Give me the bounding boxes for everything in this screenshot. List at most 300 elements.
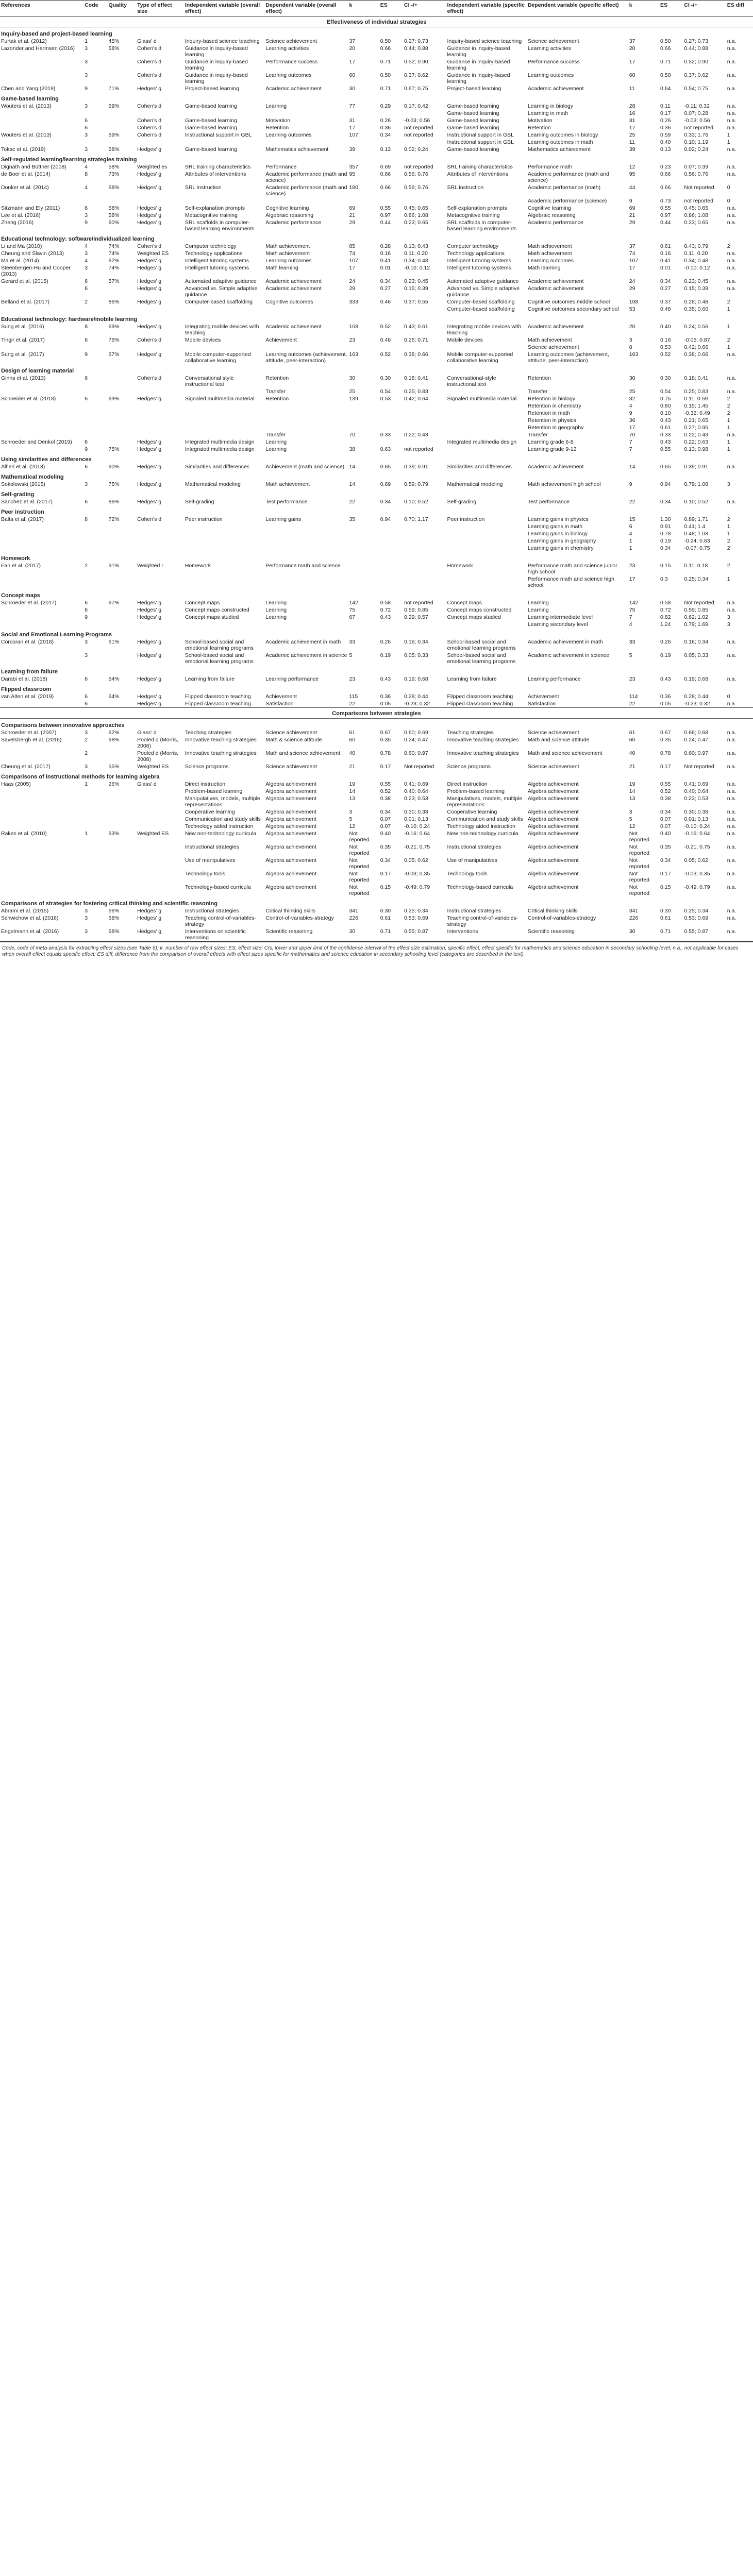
- table-cell: n.a.: [727, 816, 737, 822]
- table-cell: Guidance in inquiry-based learning: [447, 72, 510, 84]
- table-cell: [0, 808, 83, 816]
- table-cell: 0.86; 1.08: [684, 212, 709, 218]
- table-cell: [403, 621, 446, 628]
- table-cell: Self-grading: [447, 499, 477, 505]
- table-cell: Instructional support in GBL: [447, 132, 514, 138]
- table-row: [0, 621, 753, 628]
- table-cell: Academic performance (math and science): [265, 171, 347, 183]
- table-cell: [83, 843, 107, 857]
- table-cell: [264, 110, 348, 117]
- table-cell: 25: [629, 132, 635, 138]
- section-heading: Educational technology: hardware/mobile learning: [1, 316, 138, 323]
- table-cell: Science achievement: [265, 730, 317, 736]
- table-cell: Hedges' g: [137, 205, 162, 211]
- section-heading: Mathematical modeling: [1, 474, 64, 480]
- table-cell: Learning from failure: [185, 676, 235, 682]
- table-cell: 6: [85, 375, 88, 381]
- table-cell: 0.67: [660, 730, 671, 736]
- table-cell: Weighted ES: [137, 250, 169, 257]
- table-cell: Guidance in inquiry-based learning: [185, 45, 248, 58]
- table-cell: Cohen's d: [137, 132, 162, 138]
- table-cell: Engelmann et al. (2016): [1, 928, 59, 935]
- table-cell: Similarities and differences: [185, 464, 250, 470]
- table-cell: Academic achievement: [265, 86, 322, 92]
- section-heading-row: [0, 153, 753, 163]
- table-cell: Teaching strategies: [447, 730, 494, 736]
- table-row: [0, 306, 753, 313]
- table-cell: n.a.: [727, 59, 737, 65]
- table-cell: 3: [85, 132, 88, 138]
- table-cell: [264, 344, 348, 351]
- table-cell: 0.02; 0.24: [404, 146, 428, 152]
- table-cell: Hedges' g: [137, 146, 162, 152]
- table-cell: Conversational-style instructional text: [447, 375, 496, 387]
- table-cell: 0.24; 0.47: [404, 737, 428, 743]
- table-row: [0, 781, 753, 788]
- table-cell: Homework: [185, 563, 211, 569]
- column-header: Dependent variable (specific effect): [527, 1, 628, 16]
- table-cell: n.a.: [727, 884, 737, 890]
- table-cell: 0.50: [660, 38, 671, 44]
- table-cell: 0.42; 0.64: [404, 396, 428, 402]
- table-cell: 95: [349, 171, 356, 177]
- table-cell: [108, 402, 137, 410]
- table-cell: 44: [629, 184, 635, 191]
- table-cell: [184, 417, 264, 424]
- table-cell: 30: [349, 928, 356, 935]
- table-cell: 64%: [108, 676, 120, 682]
- table-cell: 0.30; 0.38: [684, 809, 709, 815]
- table-cell: Performance math and science junior high school: [527, 563, 617, 575]
- table-cell: Algebra achievement: [265, 857, 316, 863]
- table-cell: 60: [629, 737, 635, 743]
- table-cell: Algebra achievement: [527, 781, 579, 787]
- table-cell: Mathematical modeling: [447, 481, 503, 487]
- table-cell: [108, 139, 137, 146]
- table-cell: Cooperative learning: [447, 809, 497, 815]
- table-cell: -0.24; 0.63: [684, 538, 710, 544]
- table-cell: 0.55: [380, 781, 391, 787]
- table-cell: 17: [629, 125, 635, 131]
- table-cell: 3: [85, 265, 88, 271]
- table-cell: 0.05; 0.62: [404, 857, 428, 863]
- table-cell: 58%: [108, 205, 120, 211]
- table-cell: Game-based learning: [185, 117, 237, 124]
- table-cell: 0.30: [660, 908, 671, 914]
- table-cell: 12: [349, 823, 356, 829]
- table-cell: 0.67: [380, 730, 391, 736]
- table-cell: School-based social and emotional learning programs: [447, 639, 516, 651]
- table-cell: 0.53; 0.69: [404, 915, 428, 921]
- table-cell: 69%: [108, 132, 120, 138]
- table-cell: [379, 537, 403, 545]
- table-cell: Cognitive learning: [527, 205, 571, 211]
- table-cell: Game-based learning: [447, 110, 499, 116]
- table-row: [0, 599, 753, 606]
- table-row: [0, 139, 753, 146]
- table-cell: 23: [349, 337, 356, 343]
- table-cell: [108, 344, 137, 351]
- table-cell: 2: [85, 737, 88, 743]
- table-cell: [136, 388, 184, 395]
- table-cell: 0.43: [380, 676, 391, 682]
- table-cell: 68%: [108, 184, 120, 191]
- table-cell: 6: [629, 523, 632, 530]
- table-cell: n.a.: [727, 375, 737, 381]
- table-cell: [403, 424, 446, 431]
- section-heading: Peer instruction: [1, 509, 44, 515]
- table-cell: [403, 344, 446, 351]
- table-cell: not reported: [404, 125, 433, 131]
- table-cell: [264, 545, 348, 552]
- table-cell: [348, 417, 379, 424]
- table-cell: Hedges' g: [137, 908, 162, 914]
- table-cell: Learning: [527, 607, 549, 613]
- table-row: [0, 103, 753, 110]
- table-cell: 107: [349, 132, 358, 138]
- table-row: [0, 298, 753, 306]
- table-row: [0, 729, 753, 736]
- table-cell: Test performance: [265, 499, 308, 505]
- table-cell: 0.71: [380, 59, 391, 65]
- table-cell: 0.55; 0.87: [404, 928, 428, 935]
- section-heading-row: [0, 470, 753, 481]
- table-cell: Attributes of interventions: [185, 171, 246, 177]
- table-cell: [108, 537, 137, 545]
- table-cell: Learning outcomes: [265, 72, 312, 78]
- table-cell: [0, 857, 83, 870]
- table-cell: 0.58: [380, 600, 391, 606]
- table-cell: Sitzmann and Ely (2011): [1, 205, 60, 211]
- table-cell: Integrated multimedia design: [447, 439, 517, 445]
- table-cell: 6: [85, 499, 88, 505]
- table-cell: n.a.: [727, 928, 737, 935]
- table-cell: 22: [629, 701, 635, 707]
- table-cell: [0, 417, 83, 424]
- table-cell: [379, 575, 403, 589]
- column-header: ES: [659, 1, 683, 16]
- table-cell: n.a.: [727, 164, 737, 170]
- table-cell: [136, 431, 184, 438]
- table-row: [0, 131, 753, 139]
- table-row: [0, 250, 753, 257]
- table-cell: Hedges' g: [137, 499, 162, 505]
- table-cell: -0.23; 0.32: [404, 701, 430, 707]
- table-cell: Instructional support in GBL: [185, 132, 252, 138]
- table-cell: n.a.: [727, 117, 737, 124]
- table-cell: Cohen's d: [137, 59, 162, 65]
- table-cell: [184, 621, 264, 628]
- table-cell: Teaching strategies: [185, 730, 232, 736]
- table-cell: 0.10; 0.52: [684, 499, 709, 505]
- section-heading: Using similarities and differences: [1, 456, 92, 463]
- table-cell: Math and science attitude: [527, 737, 590, 743]
- table-cell: not reported: [404, 132, 433, 138]
- table-cell: -0.10; 0.24: [404, 823, 430, 829]
- table-cell: Hedges' g: [137, 607, 162, 613]
- table-cell: [0, 870, 83, 884]
- table-cell: 0.17: [660, 871, 671, 877]
- table-cell: Critical thinking skills: [265, 908, 316, 914]
- table-cell: [446, 575, 526, 589]
- table-cell: [108, 58, 137, 72]
- table-cell: [184, 388, 264, 395]
- table-cell: 0.41; 1.4: [684, 523, 706, 530]
- table-cell: Cohen's d: [137, 337, 162, 343]
- table-cell: Not reported: [629, 844, 649, 856]
- table-cell: 22: [349, 499, 356, 505]
- section-heading: Homework: [1, 555, 30, 562]
- table-cell: Guidance in inquiry-based learning: [447, 45, 510, 58]
- table-cell: 62%: [108, 730, 120, 736]
- table-cell: 0.43; 0.79: [684, 243, 709, 249]
- table-cell: van Alten et al. (2019): [1, 693, 54, 700]
- table-cell: 15: [629, 516, 635, 522]
- table-row: [0, 336, 753, 344]
- table-cell: Tokac et al. (2019): [1, 146, 46, 152]
- table-cell: Concept maps studied: [185, 614, 239, 620]
- table-cell: 0.50: [380, 72, 391, 78]
- table-cell: 0.38; 0.66: [684, 351, 709, 358]
- table-cell: 0.67; 0.75: [404, 86, 428, 92]
- table-cell: 36: [629, 417, 635, 423]
- table-cell: [379, 438, 403, 446]
- table-cell: Technology applications: [447, 250, 505, 257]
- table-cell: -0.23; 0.32: [684, 701, 710, 707]
- table-cell: Cheung et al. (2017): [1, 764, 51, 770]
- table-cell: Integrating mobile devices with teaching: [447, 324, 522, 336]
- table-cell: 1.24: [660, 621, 671, 628]
- table-cell: 0.61: [380, 915, 391, 921]
- table-cell: [348, 530, 379, 537]
- table-cell: n.a.: [727, 781, 737, 787]
- table-cell: 5: [349, 652, 353, 658]
- table-cell: Hedges' g: [137, 676, 162, 682]
- section-heading-row: [0, 488, 753, 498]
- table-cell: [348, 438, 379, 446]
- table-cell: Weighted es: [137, 164, 168, 170]
- table-cell: Learning outcomes in biology: [527, 132, 598, 138]
- table-row: [0, 928, 753, 941]
- table-cell: n.a.: [727, 701, 737, 707]
- table-cell: 0.34: [660, 278, 671, 284]
- table-cell: 0.41: [660, 258, 671, 264]
- table-cell: Zheng (2016): [1, 219, 34, 226]
- table-cell: Guidance in inquiry-based learning: [185, 59, 248, 71]
- table-cell: Math and science achievement: [265, 750, 340, 756]
- table-cell: [348, 139, 379, 146]
- section-heading-row: [0, 628, 753, 638]
- table-cell: -0.03; 0.56: [684, 117, 710, 124]
- table-cell: -0.21; 0.75: [404, 844, 430, 850]
- table-cell: [108, 388, 137, 395]
- table-cell: 0.97: [660, 212, 671, 218]
- table-cell: Tingir et al. (2017): [1, 337, 45, 343]
- table-cell: n.a.: [727, 764, 737, 770]
- table-cell: Algebra achievement: [265, 795, 316, 802]
- table-cell: 0.28: [380, 243, 391, 249]
- table-row: [0, 652, 753, 665]
- table-cell: Retention in biology: [527, 396, 576, 402]
- table-cell: Sokolowski (2015): [1, 481, 45, 487]
- band-heading: Comparisons between strategies: [0, 708, 753, 719]
- table-cell: 0.24; 0.47: [684, 737, 709, 743]
- table-cell: 7: [629, 439, 632, 445]
- table-cell: 8: [629, 344, 632, 350]
- table-cell: 5: [629, 816, 632, 822]
- table-cell: 0.35: [380, 737, 391, 743]
- table-cell: [108, 197, 137, 205]
- table-cell: [446, 424, 526, 431]
- table-cell: Not reported: [349, 871, 370, 883]
- table-cell: Technology-based curricula: [447, 884, 513, 890]
- table-cell: 3: [629, 809, 632, 815]
- table-cell: 0.62; 1.02: [684, 614, 709, 620]
- table-cell: n.a.: [727, 388, 737, 395]
- table-cell: 0.56; 0.76: [404, 184, 428, 191]
- table-cell: 0.16; 0.34: [684, 639, 709, 645]
- table-cell: 33: [629, 639, 635, 645]
- table-cell: 39: [629, 146, 635, 152]
- column-header: ES diff: [726, 1, 753, 16]
- table-cell: 0.55: [660, 446, 671, 452]
- table-cell: n.a.: [727, 600, 737, 606]
- table-cell: 0.23; 0.53: [684, 795, 709, 802]
- table-cell: Self-grading: [185, 499, 214, 505]
- table-cell: Learning intermediate level: [527, 614, 593, 620]
- table-cell: 0.05; 0.62: [684, 857, 709, 863]
- table-cell: Satisfaction: [265, 701, 294, 707]
- table-cell: [348, 306, 379, 313]
- table-cell: Donker et al. (2014): [1, 184, 49, 191]
- table-cell: Algebra achievement: [265, 781, 316, 787]
- table-cell: 6: [85, 607, 88, 613]
- table-cell: Retention: [265, 375, 289, 381]
- table-cell: 0.05: [660, 701, 671, 707]
- table-cell: 142: [629, 600, 639, 606]
- table-cell: 39: [349, 146, 356, 152]
- table-cell: Homework: [447, 563, 473, 569]
- table-cell: 60%: [108, 464, 120, 470]
- table-cell: 0.16: [380, 250, 391, 257]
- table-cell: -0.32; 0.49: [684, 410, 710, 416]
- table-cell: 61%: [108, 639, 120, 645]
- table-cell: [0, 72, 83, 85]
- table-cell: Hedges' g: [137, 212, 162, 218]
- table-cell: Game-based learning: [447, 125, 499, 131]
- table-cell: Innovative teaching strategies: [185, 750, 257, 756]
- table-cell: Academic achievement in math: [265, 639, 341, 645]
- table-row: [0, 424, 753, 431]
- table-cell: Computer technology: [185, 243, 237, 249]
- table-cell: 0.59; 0.85: [404, 607, 428, 613]
- table-cell: 0.52: [660, 788, 671, 794]
- table-cell: 3: [629, 337, 632, 343]
- table-cell: -0.16; 0.64: [684, 831, 710, 837]
- table-cell: n.a.: [727, 285, 737, 292]
- table-cell: Mathematical modeling: [185, 481, 241, 487]
- table-cell: 357: [349, 164, 358, 170]
- table-cell: 0.36: [380, 125, 391, 131]
- table-cell: School-based social and emotional learning programs: [185, 639, 254, 651]
- table-cell: -0.05; 0.87: [684, 337, 710, 343]
- table-cell: n.a.: [727, 607, 737, 613]
- table-row: [0, 545, 753, 552]
- column-header: CI -/+: [683, 1, 726, 16]
- table-cell: Guidance in inquiry-based learning: [447, 59, 510, 71]
- table-cell: 0.19: [660, 538, 671, 544]
- table-cell: 17: [629, 265, 635, 271]
- table-cell: [379, 344, 403, 351]
- table-cell: 8: [85, 516, 88, 522]
- table-cell: Hedges' g: [137, 258, 162, 264]
- table-cell: [184, 139, 264, 146]
- table-cell: 23: [629, 676, 635, 682]
- table-cell: 62%: [108, 258, 120, 264]
- table-cell: 0.66; 0.68: [684, 730, 709, 736]
- table-cell: 0.07; 0.39: [684, 164, 709, 170]
- section-heading: Comparisons between innovative approaches: [1, 722, 125, 728]
- table-cell: 6: [85, 117, 88, 124]
- table-row: [0, 219, 753, 232]
- table-cell: 40: [629, 750, 635, 756]
- table-cell: Algebra achievement: [527, 795, 579, 802]
- table-cell: n.a.: [727, 219, 737, 226]
- table-cell: Cohen's d: [137, 117, 162, 124]
- section-heading: Flipped classroom: [1, 686, 52, 692]
- table-cell: Hedges' g: [137, 278, 162, 284]
- table-cell: 0.71: [660, 59, 671, 65]
- table-cell: Use of manipulatives: [185, 857, 236, 863]
- table-cell: Computer-based scaffolding: [185, 299, 253, 305]
- table-cell: [0, 621, 83, 628]
- table-cell: 37: [349, 38, 356, 44]
- table-cell: 0.01: [660, 265, 671, 271]
- table-cell: 0.61: [660, 243, 671, 249]
- table-row: [0, 830, 753, 843]
- table-cell: [446, 537, 526, 545]
- table-row: [0, 914, 753, 928]
- table-cell: 0.75: [660, 396, 671, 402]
- table-cell: Glass' d: [137, 38, 157, 44]
- table-cell: 37: [629, 243, 635, 249]
- table-cell: 0.53; 0.69: [684, 915, 709, 921]
- meta-analysis-table: [0, 0, 753, 941]
- table-cell: Retention in math: [527, 410, 571, 416]
- table-cell: 0.58: [660, 600, 671, 606]
- table-cell: 45%: [108, 38, 120, 44]
- table-cell: [0, 124, 83, 131]
- table-cell: Chen and Yang (2019): [1, 86, 56, 92]
- table-cell: Guidance in inquiry-based learning: [185, 72, 248, 84]
- table-cell: Problem-based learning: [185, 788, 243, 794]
- table-cell: 69%: [108, 324, 120, 330]
- table-cell: 60: [349, 72, 356, 78]
- table-cell: [136, 788, 184, 795]
- table-cell: 3: [85, 764, 88, 770]
- table-cell: Hedges' g: [137, 285, 162, 292]
- table-cell: [108, 117, 137, 124]
- table-cell: 0.52; 0.90: [404, 59, 428, 65]
- table-cell: 0.41: [380, 258, 391, 264]
- table-cell: Cohen's d: [137, 375, 162, 381]
- table-cell: Algebra achievement: [527, 884, 579, 890]
- table-cell: -0.03; 0.56: [404, 117, 430, 124]
- table-cell: [136, 139, 184, 146]
- table-cell: 108: [629, 299, 639, 305]
- table-row: [0, 463, 753, 470]
- table-cell: -0.49; 0.79: [684, 884, 710, 890]
